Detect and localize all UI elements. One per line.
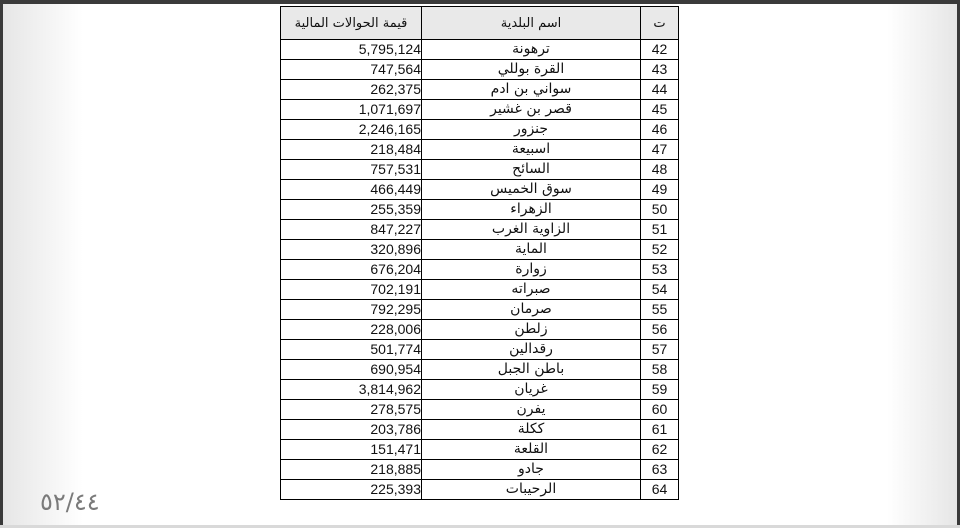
- row-number-cell: 59: [641, 380, 679, 400]
- transfer-value-cell: 5,795,124: [281, 40, 422, 60]
- table-row: [281, 460, 679, 480]
- transfer-value-cell: 466,449: [281, 180, 422, 200]
- row-number-cell: 51: [641, 220, 679, 240]
- row-number-cell: 57: [641, 340, 679, 360]
- municipality-name-cell: صرمان: [422, 300, 641, 320]
- table-row: [281, 440, 679, 460]
- transfer-value-cell: 757,531: [281, 160, 422, 180]
- table-row: [281, 140, 679, 160]
- row-number-cell: 50: [641, 200, 679, 220]
- table-row: [281, 100, 679, 120]
- municipality-name-cell: القرة بوللي: [422, 60, 641, 80]
- row-number-cell: 58: [641, 360, 679, 380]
- transfer-value-cell: 320,896: [281, 240, 422, 260]
- table-row: [281, 220, 679, 240]
- table-row: [281, 340, 679, 360]
- transfer-value-cell: 203,786: [281, 420, 422, 440]
- municipality-name-cell: الزهراء: [422, 200, 641, 220]
- municipality-name-cell: سوق الخميس: [422, 180, 641, 200]
- municipality-name-cell: ترهونة: [422, 40, 641, 60]
- transfer-value-cell: 151,471: [281, 440, 422, 460]
- transfer-value-cell: 2,246,165: [281, 120, 422, 140]
- municipality-name-cell: يفرن: [422, 400, 641, 420]
- header-transfer-value: قيمة الحوالات المالية: [281, 7, 422, 40]
- row-number-cell: 45: [641, 100, 679, 120]
- row-number-cell: 61: [641, 420, 679, 440]
- row-number-cell: 62: [641, 440, 679, 460]
- row-number-cell: 55: [641, 300, 679, 320]
- page-shadow-left: [3, 4, 83, 525]
- municipality-name-cell: ككلة: [422, 420, 641, 440]
- transfer-value-cell: 225,393: [281, 480, 422, 500]
- municipality-name-cell: غريان: [422, 380, 641, 400]
- transfer-value-cell: 3,814,962: [281, 380, 422, 400]
- table-row: [281, 200, 679, 220]
- row-number-cell: 42: [641, 40, 679, 60]
- row-number-cell: 60: [641, 400, 679, 420]
- table-row: [281, 120, 679, 140]
- municipality-name-cell: اسبيعة: [422, 140, 641, 160]
- table-row: [281, 60, 679, 80]
- municipality-name-cell: قصر بن غشير: [422, 100, 641, 120]
- transfer-value-cell: 255,359: [281, 200, 422, 220]
- row-number-cell: 44: [641, 80, 679, 100]
- municipality-name-cell: زوارة: [422, 260, 641, 280]
- header-row-number: ت: [641, 7, 679, 40]
- transfer-value-cell: 228,006: [281, 320, 422, 340]
- transfer-value-cell: 747,564: [281, 60, 422, 80]
- transfer-value-cell: 218,484: [281, 140, 422, 160]
- table-row: [281, 300, 679, 320]
- table-row: [281, 320, 679, 340]
- table-header-row: [281, 7, 679, 40]
- transfer-value-cell: 702,191: [281, 280, 422, 300]
- transfer-value-cell: 792,295: [281, 300, 422, 320]
- transfer-value-cell: 262,375: [281, 80, 422, 100]
- municipality-name-cell: باطن الجبل: [422, 360, 641, 380]
- municipality-name-cell: الزاوية الغرب: [422, 220, 641, 240]
- transfer-value-cell: 278,575: [281, 400, 422, 420]
- row-number-cell: 47: [641, 140, 679, 160]
- table-row: [281, 360, 679, 380]
- municipality-name-cell: الماية: [422, 240, 641, 260]
- table-row: [281, 280, 679, 300]
- municipality-name-cell: زلطن: [422, 320, 641, 340]
- table-row: [281, 380, 679, 400]
- row-number-cell: 53: [641, 260, 679, 280]
- row-number-cell: 48: [641, 160, 679, 180]
- table-row: [281, 260, 679, 280]
- row-number-cell: 49: [641, 180, 679, 200]
- municipality-name-cell: رقدالين: [422, 340, 641, 360]
- table-row: [281, 80, 679, 100]
- page-shadow-right: [887, 4, 957, 525]
- row-number-cell: 63: [641, 460, 679, 480]
- table-row: [281, 160, 679, 180]
- row-number-cell: 56: [641, 320, 679, 340]
- table-body: [281, 40, 679, 500]
- row-number-cell: 46: [641, 120, 679, 140]
- transfer-value-cell: 690,954: [281, 360, 422, 380]
- header-municipality-name: اسم البلدية: [422, 7, 641, 40]
- municipality-name-cell: القلعة: [422, 440, 641, 460]
- table-row: [281, 240, 679, 260]
- transfer-value-cell: 1,071,697: [281, 100, 422, 120]
- transfer-value-cell: 501,774: [281, 340, 422, 360]
- row-number-cell: 54: [641, 280, 679, 300]
- transfer-value-cell: 847,227: [281, 220, 422, 240]
- municipality-name-cell: السائح: [422, 160, 641, 180]
- page-number: ٥٢/٤٤: [40, 488, 100, 516]
- municipality-name-cell: الرحيبات: [422, 480, 641, 500]
- table-row: [281, 40, 679, 60]
- municipality-name-cell: جنزور: [422, 120, 641, 140]
- municipality-name-cell: صبراته: [422, 280, 641, 300]
- window-frame-top: [0, 0, 960, 4]
- transfer-value-cell: 218,885: [281, 460, 422, 480]
- row-number-cell: 43: [641, 60, 679, 80]
- table-row: [281, 400, 679, 420]
- row-number-cell: 52: [641, 240, 679, 260]
- transfer-value-cell: 676,204: [281, 260, 422, 280]
- municipality-transfers-table: [280, 6, 679, 500]
- table-row: [281, 480, 679, 500]
- municipality-name-cell: سواني بن ادم: [422, 80, 641, 100]
- table-row: [281, 180, 679, 200]
- municipality-name-cell: جادو: [422, 460, 641, 480]
- table-row: [281, 420, 679, 440]
- row-number-cell: 64: [641, 480, 679, 500]
